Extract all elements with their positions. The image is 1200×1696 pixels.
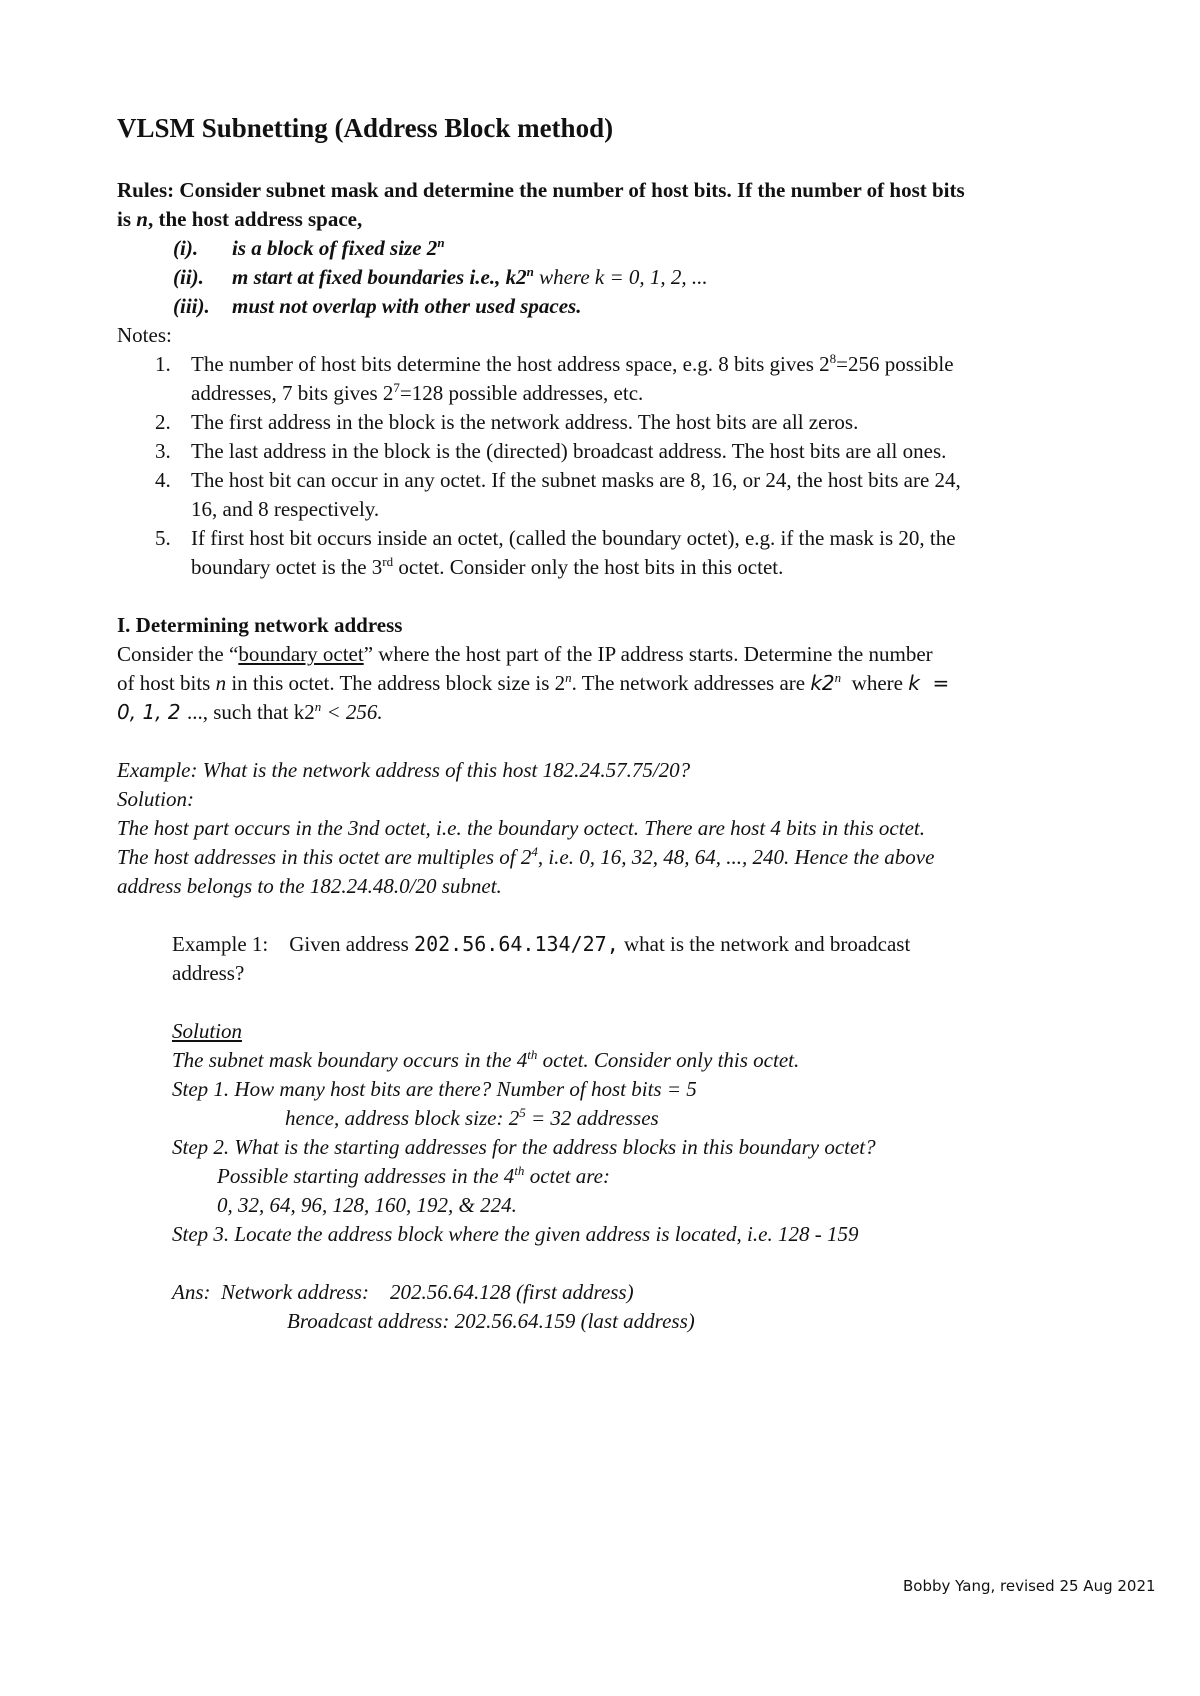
rule-item-2-sup: n	[526, 264, 534, 279]
example-1-step-2-line-2-b: octet are:	[524, 1164, 610, 1188]
rule-item-1-text-a: is a block of fixed size 2	[232, 236, 438, 260]
section-1-variable-n: n	[215, 671, 227, 695]
rule-item-1-marker: (i).	[173, 236, 199, 260]
section-1-line-3	[117, 698, 383, 727]
note-1-line-1	[191, 350, 954, 379]
section-1-line-1-a: Consider the “	[117, 642, 239, 666]
note-1-line-2	[191, 379, 643, 408]
rule-item-2-marker: (ii).	[173, 265, 204, 289]
note-1-line-1-a: The number of host bits determine the host address space, e.g. 8 bits gives 2	[191, 352, 830, 376]
rule-item-3-marker: (iii).	[173, 294, 210, 318]
example-solution-line-2-a: The host addresses in this octet are multiples of 2	[117, 845, 532, 869]
section-1-math-k2n: k2	[810, 671, 835, 695]
rule-item-1-text	[232, 234, 445, 263]
example-solution-line-2-sup: 4	[531, 844, 538, 859]
example-1-boundary-line-a: The subnet mask boundary occurs in the 4	[172, 1048, 528, 1072]
rule-item-2-text-b: where k = 0, 1, 2, ...	[533, 265, 708, 289]
example-1-answer-broadcast: Broadcast address: 202.56.64.159 (last address)	[287, 1309, 695, 1333]
rule-item-1-sup: n	[437, 235, 445, 250]
section-1-math-k: k =	[908, 671, 950, 695]
note-2-number: 2.	[155, 410, 171, 434]
example-1-question-b: what is the network and broadcast	[618, 932, 911, 956]
note-5-line-1: If first host bit occurs inside an octet, (called the boundary octet), e.g. if the mask is 20, the	[191, 526, 956, 550]
note-3-text: The last address in the block is the (directed) broadcast address. The host bits are all ones.	[191, 439, 947, 463]
example-solution-line-1: The host part occurs in the 3nd octet, i.e. the boundary octect. There are host 4 bits in this octet.	[117, 816, 925, 840]
section-1-line-3-c: < 256.	[321, 700, 383, 724]
example-1-boundary-line-b: octet. Consider only this octet.	[537, 1048, 800, 1072]
example-1-question-a: Example 1: Given address	[172, 932, 415, 956]
note-1-line-1-sup: 8	[829, 351, 837, 366]
rules-line-2	[117, 205, 362, 234]
example-1-step-2-line-2	[217, 1162, 610, 1191]
page-footer: Bobby Yang, revised 25 Aug 2021	[903, 1577, 1156, 1595]
rule-item-2-text	[232, 263, 708, 292]
example-1-step-1: Step 1. How many host bits are there? Number of host bits = 5	[172, 1077, 697, 1101]
rule-item-2-text-a: m start at fixed boundaries i.e., k2	[232, 265, 527, 289]
rules-line-2-b: , the host address space,	[147, 207, 363, 231]
rules-line-1: Rules: Consider subnet mask and determine the number of host bits. If the number of host bits	[117, 178, 965, 202]
example-1-answer-network: Ans: Network address: 202.56.64.128 (first address)	[172, 1280, 634, 1304]
section-1-line-2-c: . The network addresses are	[571, 671, 811, 695]
example-1-solution-label: Solution	[172, 1019, 243, 1043]
note-5-line-2-a: boundary octet is the 3	[191, 555, 383, 579]
rule-item-3-text: must not overlap with other used spaces.	[232, 294, 582, 318]
section-1-line-2-sup: n	[565, 670, 572, 685]
note-1-line-1-b: =256 possible	[836, 352, 954, 376]
section-1-line-1-b: ” where the host part of the IP address starts. Determine the number	[363, 642, 933, 666]
example-question: Example: What is the network address of this host 182.24.57.75/20?	[117, 758, 691, 782]
example-1-address: 202.56.64.134/27,	[414, 932, 619, 956]
section-1-line-2	[117, 669, 949, 698]
section-1-math-values: 0, 1, 2	[117, 700, 187, 724]
example-solution-line-3: address belongs to the 182.24.48.0/20 subnet.	[117, 874, 502, 898]
section-1-heading: I. Determining network address	[117, 613, 403, 637]
note-5-line-2-sup: rd	[382, 554, 394, 569]
note-3-number: 3.	[155, 439, 171, 463]
page-title: VLSM Subnetting (Address Block method)	[117, 113, 614, 143]
example-1-step-1-block-size-b: = 32 addresses	[525, 1106, 659, 1130]
example-1-question-line-2: address?	[172, 961, 245, 985]
example-1-step-2-line-2-sup: th	[514, 1163, 525, 1178]
boundary-octet-underlined: boundary octet	[238, 642, 364, 666]
example-solution-line-2	[117, 843, 934, 872]
example-1-step-1-block-size-a: hence, address block size: 2	[285, 1106, 520, 1130]
notes-label: Notes:	[117, 323, 172, 347]
example-1-step-1-block-size	[285, 1104, 659, 1133]
note-1-line-2-b: =128 possible addresses, etc.	[399, 381, 644, 405]
section-1-line-3-sup: n	[314, 699, 322, 714]
section-1-line-1	[117, 640, 933, 669]
section-1-line-3-b: ..., such that k2	[186, 700, 315, 724]
example-1-boundary-line	[172, 1046, 799, 1075]
note-1-line-2-a: addresses, 7 bits gives 2	[191, 381, 394, 405]
note-4-line-2: 16, and 8 respectively.	[191, 497, 380, 521]
example-1-step-2-values: 0, 32, 64, 96, 128, 160, 192, & 224.	[217, 1193, 517, 1217]
section-1-math-k2n-sup: n	[834, 670, 842, 685]
note-1-line-2-sup: 7	[393, 380, 400, 395]
rules-line-2-a: is	[117, 207, 137, 231]
example-1-step-2: Step 2. What is the starting addresses for the address blocks in this boundary octet?	[172, 1135, 876, 1159]
rules-variable-n: n	[136, 207, 148, 231]
section-1-line-2-a: of host bits	[117, 671, 216, 695]
note-1-number: 1.	[155, 352, 171, 376]
example-1-boundary-line-sup: th	[527, 1047, 538, 1062]
example-solution-label: Solution:	[117, 787, 194, 811]
note-4-line-1: The host bit can occur in any octet. If the subnet masks are 8, 16, or 24, the host bits are 24,	[191, 468, 961, 492]
section-1-line-2-d: where	[841, 671, 909, 695]
section-1-line-2-b: in this octet. The address block size is 2	[226, 671, 566, 695]
example-solution-line-2-b: , i.e. 0, 16, 32, 48, 64, ..., 240. Hence the above	[537, 845, 935, 869]
note-5-number: 5.	[155, 526, 171, 550]
note-5-line-2	[191, 553, 783, 582]
example-1-step-3: Step 3. Locate the address block where the given address is located, i.e. 128 - 159	[172, 1222, 859, 1246]
note-2-text: The first address in the block is the network address. The host bits are all zeros.	[191, 410, 859, 434]
example-1-step-2-line-2-a: Possible starting addresses in the 4	[217, 1164, 515, 1188]
note-5-line-2-b: octet. Consider only the host bits in this octet.	[393, 555, 784, 579]
example-1-question-line-1	[172, 930, 910, 959]
note-4-number: 4.	[155, 468, 171, 492]
example-1-step-1-block-size-sup: 5	[519, 1105, 526, 1120]
